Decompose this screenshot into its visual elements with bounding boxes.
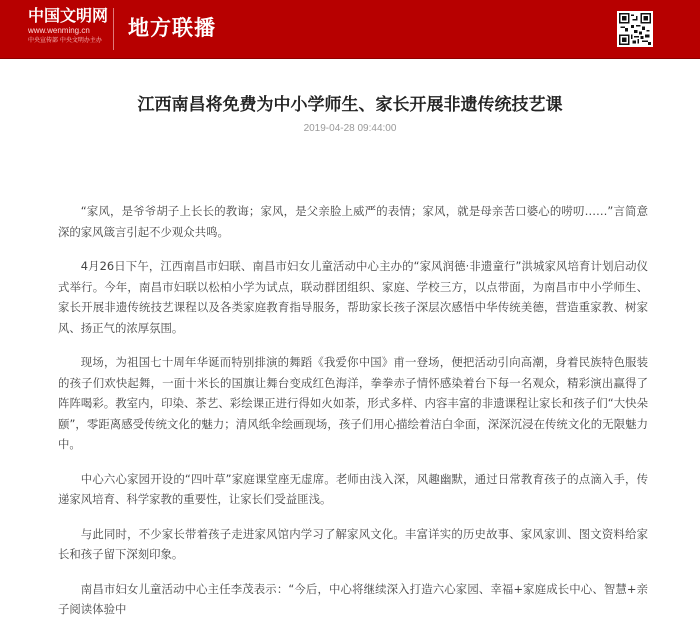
article-date: 2019-04-28 09:44:00 (303, 123, 397, 134)
logo-url: www.wenming.cn (28, 26, 90, 35)
article-paragraph: 与此同时，不少家长带着孩子走进家风馆内学习了解家风文化。丰富详实的历史故事、家风家训、图文资料给家长和孩子留下深刻印象。 (58, 526, 648, 561)
article-paragraph: 现场，为祖国七十周年华诞而特别排演的舞蹈《我爱你中国》甫一登场，便把活动引向高潮，身着民族特色服装的孩子们欢快起舞，一面十米长的国旗让舞台变成红色海洋，拳拳赤子情怀感染着台下每一名观众，精彩演出赢得了阵阵喝彩。教室内，印染、茶艺、彩绘课正进行得如火如荼，形式多样、内容丰富的非遗课程让家长和孩子们“大快朵颐”，零距离感受传统文化的魅力；清风纸伞绘画现场，孩子们用心描绘着洁白伞面，深深沉浸在传统文化的无限魅力中。 (58, 355, 648, 451)
section-title[interactable]: 地方联播 (128, 16, 216, 40)
article-paragraph: 南昌市妇女儿童活动中心主任李茂表示：“今后，中心将继续深入打造六心家园、幸福+家庭成长中心、智慧+亲子阅读体验中 (58, 581, 648, 616)
article-paragraph: 4月26日下午，江西南昌市妇联、南昌市妇女儿童活动中心主办的“家风润德·非遗童行”洪城家风培育计划启动仪式举行。今年，南昌市妇联以松柏小学为试点，联动群团组织、家庭、学校三方，以点带面，为南昌市中小学师生、家长开展非遗传统技艺课程以及各类家庭教育指导服务，帮助家长孩子深层次感悟中华传统美德，营造重家教、树家风、扬正气的浓厚氛围。 (58, 259, 648, 335)
logo-sub: 中央宣传部 中央文明办主办 (28, 37, 102, 44)
qr-code-icon (617, 11, 653, 47)
article-paragraph: 中心六心家园开设的“四叶草”家庭课堂座无虚席。老师由浅入深，风趣幽默，通过日常教育孩子的点滴入手，传递家风培育、科学家教的重要性，让家长们受益匪浅。 (58, 471, 648, 506)
header-divider (113, 8, 114, 50)
article-body (58, 201, 648, 634)
article-title: 江西南昌将免费为中小学师生、家长开展非遗传统技艺课 (137, 95, 563, 115)
site-logo[interactable] (28, 6, 108, 45)
site-header (0, 0, 700, 59)
article-paragraph: “家风，是爷爷胡子上长长的教诲；家风，是父亲脸上威严的表情；家风，就是母亲苦口婆心的唠叨……”言简意深的家风箴言引起不少观众共鸣。 (58, 204, 648, 239)
logo-name: 中国文明网 (28, 6, 109, 25)
